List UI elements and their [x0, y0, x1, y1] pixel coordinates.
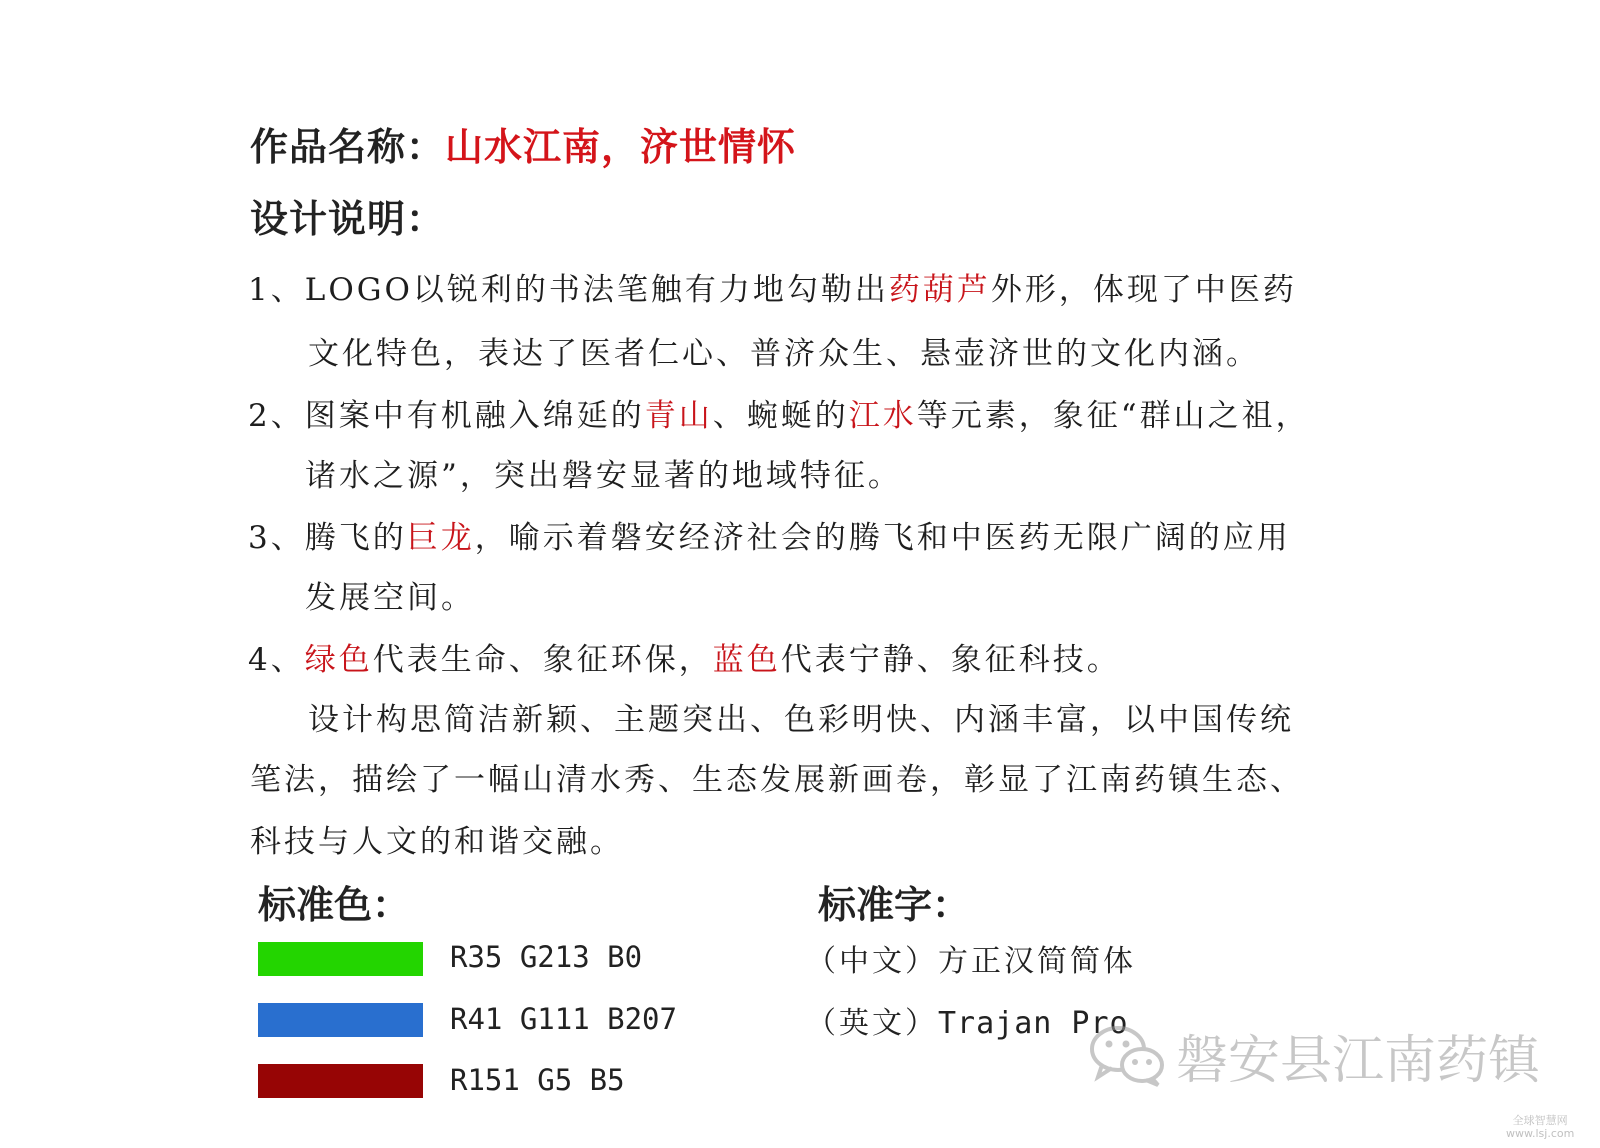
design-description-heading: 设计说明：	[250, 197, 446, 241]
swatch-red-label: R151 G5 B5	[450, 1063, 625, 1097]
item-4-highlight-green: 绿色	[304, 642, 373, 678]
work-title	[250, 116, 796, 171]
swatch-blue	[258, 1003, 423, 1037]
watermark	[1088, 1015, 1558, 1095]
swatch-red	[258, 1064, 423, 1098]
item-1-text-b: 外形，体现了中医药	[990, 272, 1297, 308]
item-2-text-c: 等元素，象征“群山之祖，	[916, 398, 1310, 434]
item-2-line-2: 诸水之源”，突出磐安显著的地域特征。	[305, 458, 902, 494]
swatch-green-label: R35 G213 B0	[450, 940, 643, 974]
standard-fonts-heading: 标准字：	[818, 883, 971, 927]
swatch-blue-label: R41 G111 B207	[450, 1002, 677, 1036]
item-3-line-1	[248, 512, 1291, 557]
item-4-text-b: 代表宁静、象征科技。	[780, 642, 1121, 678]
english-font-prefix: （英文）	[806, 1006, 938, 1041]
chinese-font-prefix: （中文）	[806, 944, 938, 979]
swatch-green	[258, 942, 423, 976]
item-4-text-a: 代表生命、象征环保，	[372, 642, 713, 678]
title-label: 作品名称：	[250, 125, 446, 169]
item-2-number: 2、	[248, 398, 305, 434]
item-2-line-1	[248, 390, 1310, 435]
item-2-highlight-mountain: 青山	[644, 398, 713, 434]
item-3-text-b: ，喻示着磐安经济社会的腾飞和中医药无限广阔的应用	[474, 520, 1291, 556]
english-font-spec	[806, 998, 1129, 1042]
item-1-line-1	[248, 264, 1297, 309]
title-value: 山水江南，济世情怀	[445, 125, 797, 169]
standard-colors-heading: 标准色：	[258, 883, 411, 927]
item-3-number: 3、	[248, 520, 305, 556]
corner-watermark-line-2: www.lsj.com	[1506, 1127, 1575, 1140]
wechat-icon	[1088, 1023, 1166, 1087]
english-font-name: Trajan Pro	[938, 1006, 1129, 1041]
item-1-number: 1、	[248, 272, 305, 308]
item-3-highlight-dragon: 巨龙	[406, 520, 475, 556]
item-2-text-b: 、蜿蜒的	[712, 398, 849, 434]
item-2-text-a: 图案中有机融入绵延的	[304, 398, 645, 434]
item-1-line-2: 文化特色，表达了医者仁心、普济众生、悬壶济世的文化内涵。	[308, 336, 1260, 372]
watermark-text: 磐安县江南药镇	[1176, 1030, 1541, 1091]
summary-line-2: 笔法，描绘了一幅山清水秀、生态发展新画卷，彰显了江南药镇生态、	[250, 762, 1304, 798]
summary-line-3: 科技与人文的和谐交融。	[250, 824, 624, 860]
item-3-text-a: 腾飞的	[304, 520, 407, 556]
item-4-highlight-blue: 蓝色	[712, 642, 781, 678]
chinese-font-spec	[806, 936, 1136, 980]
chinese-font-name: 方正汉简简体	[938, 944, 1136, 979]
item-1-text-a: LOGO以锐利的书法笔触有力地勾勒出	[304, 272, 889, 308]
summary-line-1: 设计构思简洁新颖、主题突出、色彩明快、内涵丰富，以中国传统	[308, 702, 1294, 738]
item-3-line-2: 发展空间。	[305, 580, 475, 616]
item-2-highlight-river: 江水	[848, 398, 917, 434]
corner-watermark-line-1: 全球智慧网	[1512, 1114, 1568, 1127]
corner-watermark	[1506, 1114, 1574, 1140]
item-1-highlight-gourd: 药葫芦	[888, 272, 991, 308]
item-4-line-1	[248, 634, 1121, 679]
item-4-number: 4、	[248, 642, 305, 678]
